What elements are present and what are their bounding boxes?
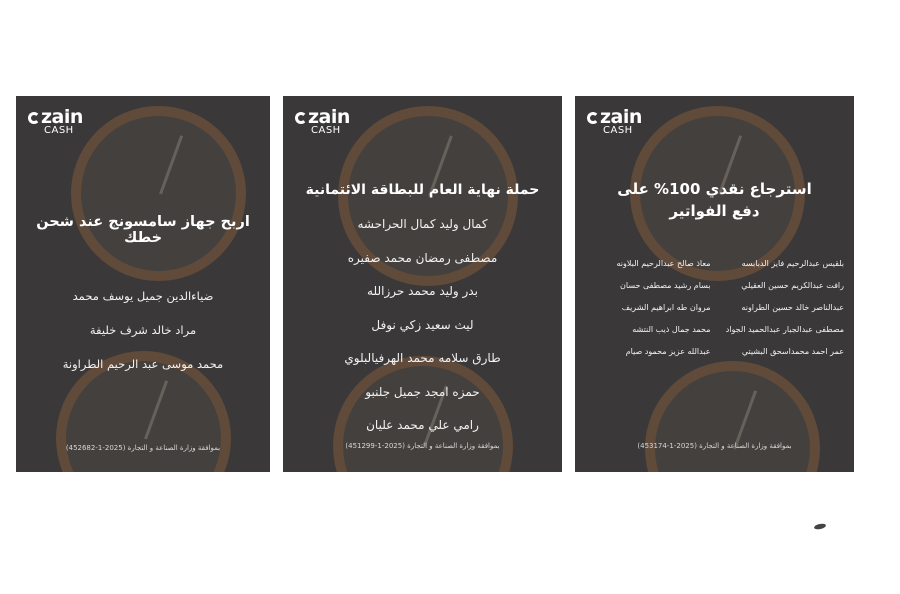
winners-list — [283, 208, 562, 443]
card-title: اربح جهاز سامسونج عند شحن خطك — [36, 214, 250, 246]
winner-name: مراد خالد شرف خليفة — [89, 323, 197, 337]
winners-grid — [585, 259, 844, 356]
card-cashback — [575, 96, 854, 472]
winner-name: حمزه امجد جميل جلنبو — [365, 384, 480, 399]
winner-name: بلقيس عبدالرحيم فايز الدبابسه — [741, 259, 844, 268]
winner-name: ليث سعيد زكي نوفل — [371, 317, 474, 332]
background-speck — [814, 523, 827, 530]
winner-name: عبدالله عزيز محمود صيام — [625, 347, 711, 356]
winner-name: مروان طه ابراهيم الشريف — [621, 303, 711, 312]
approval-note: بموافقة وزارة الصناعة و التجارة (2025-1-451299) — [345, 442, 500, 450]
winner-name: عبدالناصر خالد حسين الطراونه — [741, 303, 844, 312]
zain-cash-logo: zain CASH — [28, 108, 83, 136]
zain-cash-logo: zain CASH — [295, 108, 350, 136]
approval-note: بموافقة وزارة الصناعة و التجارة (2025-1-452682) — [65, 444, 221, 452]
winner-name: محمد موسى عبد الرحيم الطراونة — [62, 357, 224, 371]
winner-name: طارق سلامه محمد الهرفيالبلوي — [344, 351, 501, 365]
winner-name: مصطفى عبدالجبار عبدالحميد الجواد — [725, 325, 844, 334]
winner-name: عمر احمد محمداسحق البشيتي — [741, 347, 844, 356]
clock-watermark — [645, 361, 820, 472]
winner-name: بسام رشيد مصطفى حسان — [620, 281, 711, 290]
card-samsung — [16, 96, 270, 472]
winner-name: معاذ صالح عبدالرحيم البلاونه — [616, 259, 711, 268]
card-title: حملة نهاية العام للبطاقة الائتمانية — [305, 182, 540, 198]
zain-cash-logo: zain CASH — [587, 108, 642, 136]
winner-name: بدر وليد محمد حرزالله — [367, 284, 478, 298]
clock-watermark — [71, 106, 246, 281]
card-title-line-2: دفع الفواتير — [669, 202, 760, 220]
winners-list — [16, 279, 270, 381]
winner-name: ضياءالدين جميل يوسف محمد — [72, 289, 214, 303]
winner-name: رافت عبدالكريم حسين العقيلي — [741, 281, 844, 290]
winner-name: رامي علي محمد عليان — [366, 418, 479, 432]
winner-name: كمال وليد كمال الحراحشه — [357, 217, 488, 231]
card-title-line-1: استرجاع نقدي 100% على — [617, 180, 812, 198]
card-credit-card — [283, 96, 562, 472]
winner-name: محمد جمال ذيب النتشه — [632, 325, 711, 334]
approval-note: بموافقة وزارة الصناعة و التجارة (2025-1-453174) — [637, 442, 792, 450]
winner-name: مصطفى رمضان محمد صفيره — [347, 250, 498, 265]
